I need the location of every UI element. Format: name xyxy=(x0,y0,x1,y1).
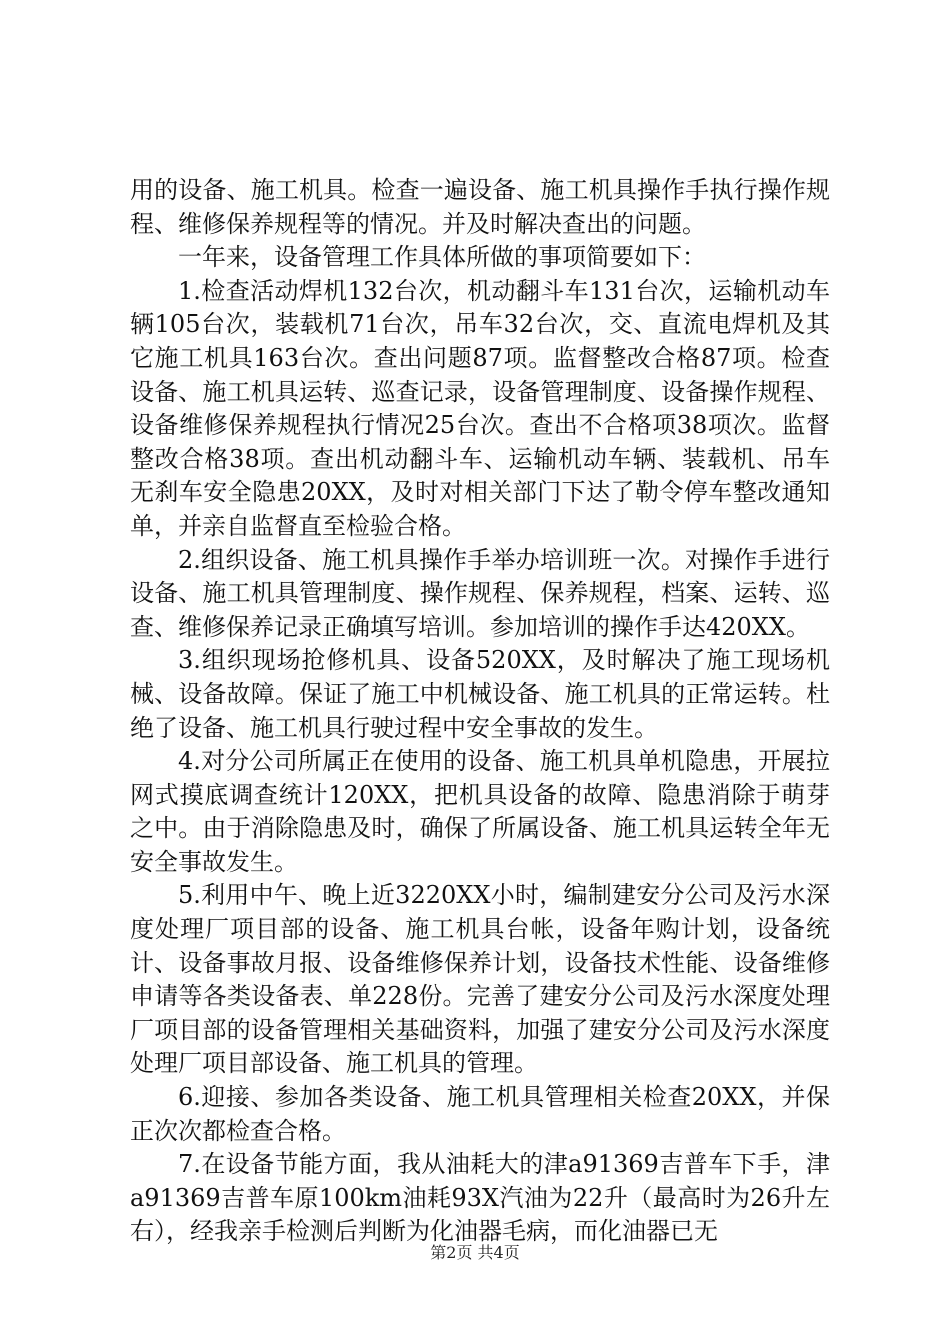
document-body xyxy=(130,174,830,1249)
paragraph-item-3: 3.组织现场抢修机具、设备520XX，及时解决了施工现场机械、设备故障。保证了施工中机械设备、施工机具的正常运转。杜绝了设备、施工机具行驶过程中安全事故的发生。 xyxy=(130,646,830,742)
paragraph-item-7: 7.在设备节能方面，我从油耗大的津a91369吉普车下手，津a91369吉普车原100km油耗93X汽油为22升（最高时为26升左右），经我亲手检测后判断为化油器毛病，而化油器已无 xyxy=(130,1150,830,1246)
page-number-footer: 第2页 共4页 xyxy=(430,1243,520,1262)
paragraph-intro: 一年来，设备管理工作具体所做的事项简要如下： xyxy=(178,243,706,272)
paragraph-item-6: 6.迎接、参加各类设备、施工机具管理相关检查20XX，并保正次次都检查合格。 xyxy=(130,1083,830,1145)
paragraph-continuation: 用的设备、施工机具。检查一遍设备、施工机具操作手执行操作规程、维修保养规程等的情况。并及时解决查出的问题。 xyxy=(130,176,830,238)
paragraph-item-2: 2.组织设备、施工机具操作手举办培训班一次。对操作手进行设备、施工机具管理制度、操作规程、保养规程，档案、运转、巡查、维修保养记录正确填写培训。参加培训的操作手达420XX。 xyxy=(130,545,830,641)
paragraph-item-5: 5.利用中午、晚上近3220XX小时，编制建安分公司及污水深度处理厂项目部的设备、施工机具台帐，设备年购计划，设备统计、设备事故月报、设备维修保养计划，设备技术性能、设备维修申请等各类设备表、单228份。完善了建安分公司及污水深度处理厂项目部的设备管理相关基础资料，加强了建安分公司及污水深度处理厂项目部设备、施工机具的管理。 xyxy=(130,881,830,1078)
paragraph-item-4: 4.对分公司所属正在使用的设备、施工机具单机隐患，开展拉网式摸底调查统计120XX，把机具设备的故障、隐患消除于萌芽之中。由于消除隐患及时，确保了所属设备、施工机具运转全年无安全事故发生。 xyxy=(130,747,830,876)
paragraph-item-1: 1.检查活动焊机132台次，机动翻斗车131台次，运输机动车辆105台次，装载机71台次，吊车32台次，交、直流电焊机及其它施工机具163台次。查出问题87项。监督整改合格87项。检查设备、施工机具运转、巡查记录，设备管理制度、设备操作规程、设备维修保养规程执行情况25台次。查出不合格项38项次。监督整改合格38项。查出机动翻斗车、运输机动车辆、装载机、吊车无刹车安全隐患20XX，及时对相关部门下达了勒令停车整改通知单，并亲自监督直至检验合格。 xyxy=(130,276,830,540)
